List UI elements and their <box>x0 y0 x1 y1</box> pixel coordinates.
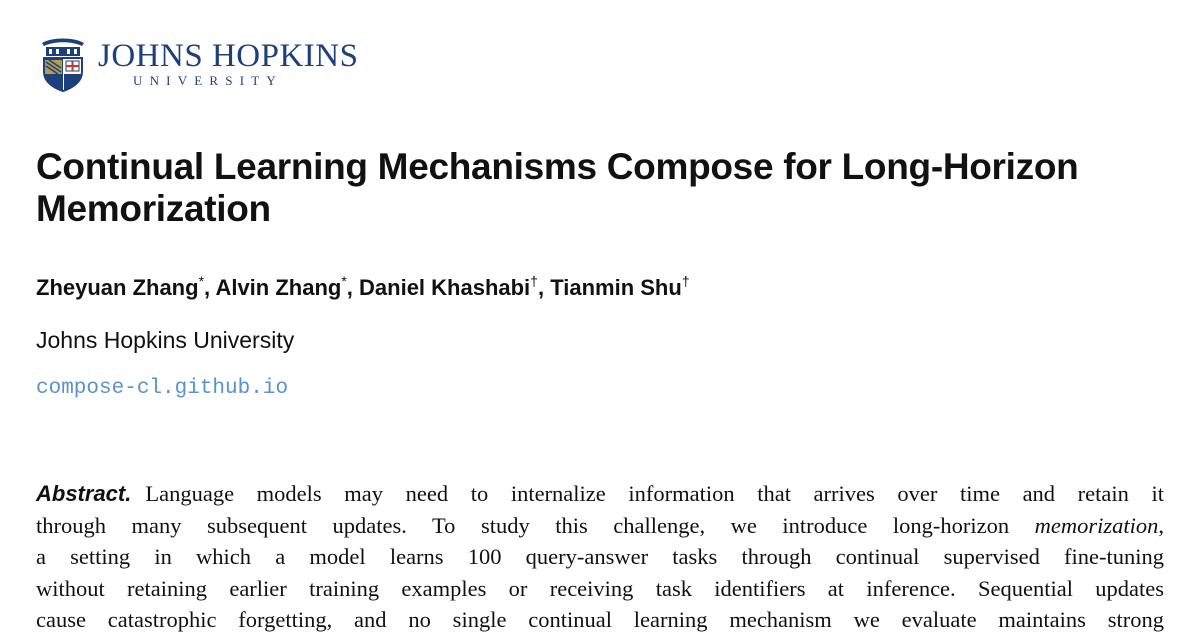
abstract-line: a setting in which a model learns 100 query-answer tasks through continual supervised fine-tuning <box>36 544 1164 569</box>
abstract-text: through many subsequent updates. To study this challenge, we introduce long-horizon <box>36 512 1035 538</box>
author-name: Tianmin Shu <box>550 275 682 300</box>
abstract-text: Language models may need to internalize information that arrives over time and retain it <box>145 481 1164 506</box>
paper-title: Continual Learning Mechanisms Compose for Long-Horizon Memorization <box>36 146 1079 229</box>
author-name: Alvin Zhang <box>215 275 342 300</box>
author-name: Daniel Khashabi <box>359 275 531 300</box>
university-wordmark: JOHNS HOPKINS <box>98 38 359 74</box>
abstract-line <box>36 510 1164 542</box>
project-page-link[interactable]: compose-cl.github.io <box>36 377 289 400</box>
author-name: Zheyuan Zhang <box>36 275 199 300</box>
author-list: Zheyuan Zhang*, Alvin Zhang*, Daniel Khashabi†, Tianmin Shu† <box>36 273 690 300</box>
author-mark: † <box>681 273 690 289</box>
abstract-line <box>36 478 1164 510</box>
author-mark: † <box>530 273 538 289</box>
abstract-line: without retaining earlier training examples or receiving task identifiers at inference. Sequential updates <box>36 575 1164 601</box>
author-mark: * <box>341 273 347 289</box>
author-mark: * <box>198 273 205 289</box>
abstract-label: Abstract. <box>36 481 132 506</box>
abstract-line: cause catastrophic forgetting, and no single continual learning mechanism we evaluate maintains strong <box>36 607 1164 632</box>
university-logo <box>36 34 359 92</box>
university-shield-icon <box>36 34 90 92</box>
abstract-text: , <box>1158 512 1164 538</box>
abstract <box>36 478 1164 636</box>
university-wordmark-subtitle: UNIVERSITY <box>133 73 283 88</box>
abstract-emphasis: memorization <box>1034 512 1159 538</box>
affiliation: Johns Hopkins University <box>36 327 295 353</box>
